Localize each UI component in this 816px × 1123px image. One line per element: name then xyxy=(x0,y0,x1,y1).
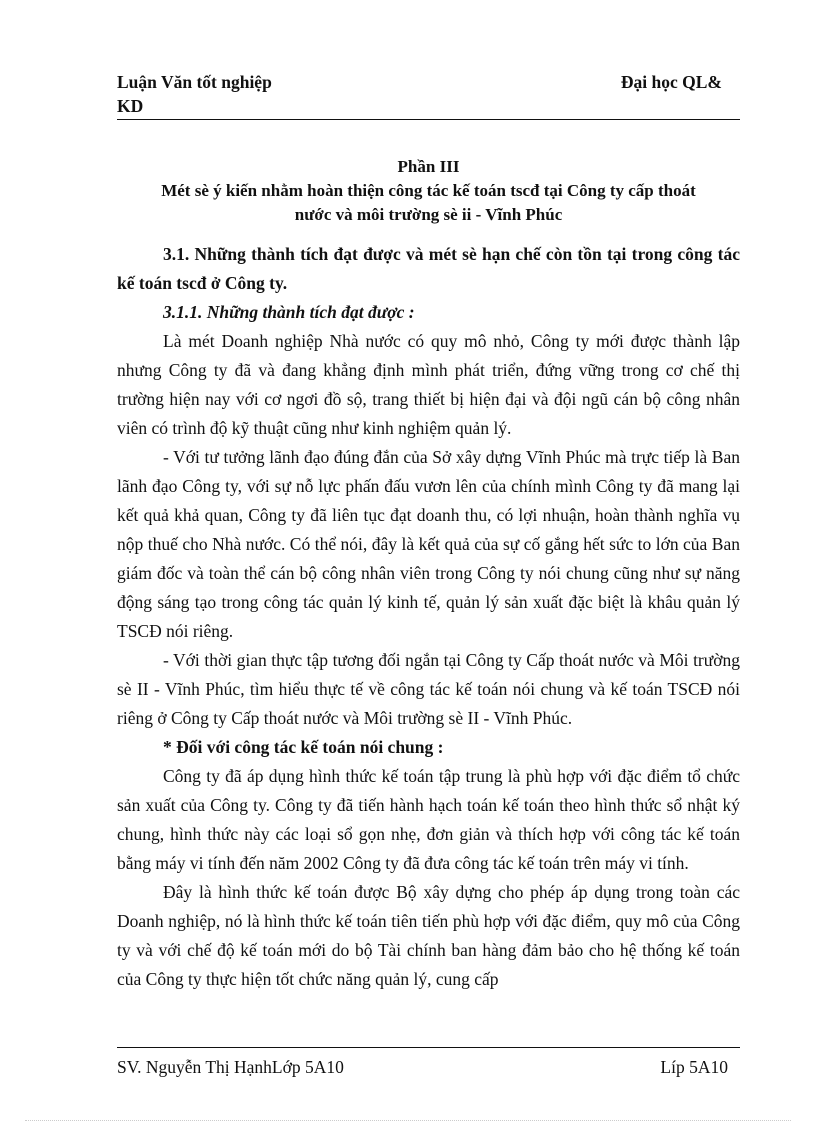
paragraph-5: Đây là hình thức kế toán được Bộ xây dựng cho phép áp dụng trong toàn các Doanh nghiệp, nó là hình thức kế toán tiên tiến phù hợp với đặc điểm, quy mô của Công ty và với chế độ kế toán mới do bộ Tài chính ban hàng đảm bảo cho hệ thống kế toán của Công ty thực hiện tốt chức năng quản lý, cung cấp xyxy=(117,882,740,989)
footer-class-label: Líp 5A10 xyxy=(660,1057,728,1077)
paragraph-2: - Với tư tưởng lãnh đạo đúng đắn của Sở xây dựng Vĩnh Phúc mà trực tiếp là Ban lãnh đạo Công ty, với sự nỗ lực phấn đấu vươn lên của chính mình Công ty đã mang lại kết quả khả quan, Công ty đã liên tục đạt doanh thu, có lợi nhuận, hoàn thành nghĩa vụ nộp thuế cho Nhà nước. Có thể nói, đây là kết quả của sự cố gắng hết sức to lớn của Ban giám đốc và toàn thể cán bộ công nhân viên trong Công ty nói chung cũng như sự năng động sáng tạo trong công tác quản lý kinh tế, quản lý sản xuất đặc biệt là khâu quản lý TSCĐ nói riêng. xyxy=(117,447,740,641)
page-bottom-border xyxy=(25,1120,791,1121)
chapter-title xyxy=(117,155,740,227)
header-divider xyxy=(117,119,740,120)
subsection-heading: 3.1.1. Những thành tích đạt được : xyxy=(163,302,415,322)
chapter-title-line-2: nước và môi trường sè ii - Vĩnh Phúc xyxy=(294,205,563,224)
footer-student-name: SV. Nguyễn Thị HạnhLớp 5A10 xyxy=(117,1057,344,1077)
chapter-title-line-1: Mét sè ý kiến nhằm hoàn thiện công tác kế toán tscđ tại Công ty cấp thoát xyxy=(161,181,696,200)
section-heading: 3.1. Những thành tích đạt được và mét sè hạn chế còn tồn tại trong công tác kế toán tscđ ở Công ty. xyxy=(117,244,740,293)
paragraph-3: - Với thời gian thực tập tương đối ngắn tại Công ty Cấp thoát nước và Môi trường sè II - Vĩnh Phúc, tìm hiểu thực tế về công tác kế toán nói chung và kế toán TSCĐ nói riêng ở Công ty Cấp thoát nước và Môi trường sè II - Vĩnh Phúc. xyxy=(117,650,740,728)
general-accounting-heading: * Đối với công tác kế toán nói chung : xyxy=(163,737,444,757)
document-body xyxy=(117,240,740,994)
paragraph-1: Là mét Doanh nghiệp Nhà nước có quy mô nhỏ, Công ty mới được thành lập nhưng Công ty đã và đang khẳng định mình phát triển, đứng vững trong cơ chế thị trường hiện nay với cơ ngơi đồ sộ, trang thiết bị hiện đại và đội ngũ cán bộ công nhân viên có trình độ kỹ thuật cũng như kinh nghiệm quản lý. xyxy=(117,331,740,438)
header-thesis-label-continued: KD xyxy=(117,96,144,116)
chapter-part-label: Phần III xyxy=(397,157,460,176)
header-thesis-label: Luận Văn tốt nghiệp xyxy=(117,72,272,92)
paragraph-4: Công ty đã áp dụng hình thức kế toán tập trung là phù hợp với đặc điểm tổ chức sản xuất của Công ty. Công ty đã tiến hành hạch toán kế toán theo hình thức sổ nhật ký chung, hình thức này các loại sổ gọn nhẹ, đơn giản và thích hợp với công tác kế toán bằng máy vi tính đến năm 2002 Công ty đã đưa công tác kế toán trên máy vi tính. xyxy=(117,766,740,873)
footer-divider xyxy=(117,1047,740,1048)
header-university-label: Đại học QL& xyxy=(620,72,722,92)
